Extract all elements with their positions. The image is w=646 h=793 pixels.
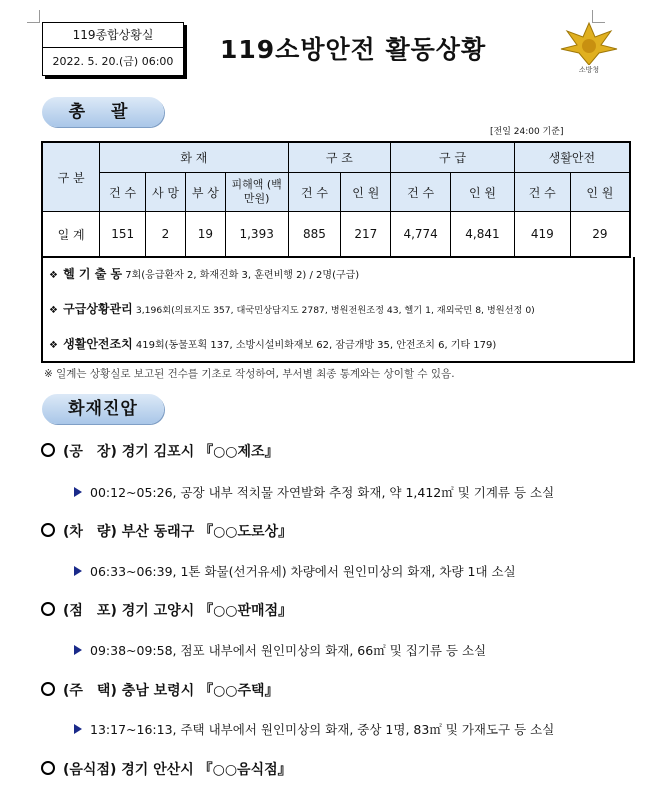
list-item: [41, 521, 292, 541]
emblem-icon: [559, 21, 619, 65]
col-rescue-cases: 건 수: [288, 173, 341, 212]
page-title: 119소방안전 활동상황: [220, 35, 487, 64]
detail-label: 헬 기 출 동: [63, 267, 123, 281]
incident-title: (점 포) 경기 고양시 『○○판매점』: [63, 603, 293, 619]
circle-bullet-icon: [41, 761, 55, 775]
group-ems: 구 급: [391, 142, 515, 173]
list-item: [41, 680, 279, 700]
detail-label: 생활안전조치: [63, 337, 133, 351]
incident-detail-row: [74, 483, 554, 501]
value-safety-cases: 419: [514, 212, 570, 258]
logo-label: 소방청: [578, 66, 600, 74]
detail-text: 419회(동물포획 137, 소방시설비화재보 62, 잠금개방 35, 안전조치 6, 기타 179): [135, 340, 497, 351]
incident-detail-row: [74, 562, 516, 580]
incident-detail: 06:33~06:39, 1톤 화물(선거유세) 차량에서 원인미상의 화재, 차량 1대 소실: [90, 564, 516, 579]
incident-title: (차 량) 부산 동래구 『○○도로상』: [63, 524, 293, 540]
row-header-cell: 구 분: [42, 142, 100, 212]
circle-bullet-icon: [41, 602, 55, 616]
diamond-bullet-icon: ❖: [49, 340, 58, 351]
incident-detail: 09:38~09:58, 점포 내부에서 원인미상의 화재, 66㎡ 및 집기류 등 소실: [90, 643, 487, 658]
agency-box: [42, 22, 184, 76]
summary-heading: 총 괄: [42, 97, 164, 127]
report-datetime: 2022. 5. 20.(금) 06:00: [52, 55, 174, 68]
incident-title: (공 장) 경기 김포시 『○○제조』: [63, 444, 279, 460]
detail-safety-actions: [49, 335, 496, 352]
circle-bullet-icon: [41, 682, 55, 696]
incident-detail: 00:12~05:26, 공장 내부 적치물 자연발화 추정 화재, 약 1,412㎡ 및 기계류 등 소실: [90, 485, 555, 500]
triangle-bullet-icon: [74, 645, 82, 655]
diamond-bullet-icon: ❖: [49, 305, 58, 316]
col-safety-people: 인 원: [570, 173, 630, 212]
summary-table: [41, 141, 631, 258]
detail-text: 7회(응급환자 2, 화재진화 3, 훈련비행 2) / 2명(구급): [125, 270, 360, 281]
incident-title: (주 택) 충남 보령시 『○○주택』: [63, 683, 279, 699]
detail-label: 구급상황관리: [63, 302, 133, 316]
col-ems-cases: 건 수: [391, 173, 451, 212]
list-item: [41, 759, 292, 779]
table-row: [42, 212, 630, 258]
incident-detail-row: [74, 641, 486, 659]
list-item: [41, 441, 279, 461]
col-fire-injuries: 부 상: [185, 173, 225, 212]
value-safety-people: 29: [570, 212, 630, 258]
value-rescue-people: 217: [341, 212, 391, 258]
value-fire-cases: 151: [100, 212, 146, 258]
value-rescue-cases: 885: [288, 212, 341, 258]
detail-text: 3,196회(의료지도 357, 대국민상담지도 2787, 병원전원조정 43, 헬기 1, 재외국민 8, 병원선정 0): [135, 305, 535, 316]
group-rescue: 구 조: [288, 142, 391, 173]
incident-detail-row: [74, 720, 554, 738]
value-ems-cases: 4,774: [391, 212, 451, 258]
page-corner-mark: [27, 10, 40, 23]
triangle-bullet-icon: [74, 487, 82, 497]
circle-bullet-icon: [41, 443, 55, 457]
base-time: [전일 24:00 기준]: [490, 127, 564, 137]
triangle-bullet-icon: [74, 566, 82, 576]
incident-detail: 13:17~16:13, 주택 내부에서 원인미상의 화재, 중상 1명, 83㎡ 및 가재도구 등 소실: [90, 722, 555, 737]
row-label: 일 계: [42, 212, 100, 258]
col-fire-deaths: 사 망: [146, 173, 186, 212]
list-item: [41, 600, 292, 620]
incident-title: (음식점) 경기 안산시 『○○음식점』: [63, 762, 292, 778]
value-ems-people: 4,841: [451, 212, 515, 258]
fire-agency-logo: [559, 21, 619, 79]
circle-bullet-icon: [41, 523, 55, 537]
value-fire-injuries: 19: [185, 212, 225, 258]
col-rescue-people: 인 원: [341, 173, 391, 212]
detail-helicopter: [49, 265, 359, 282]
details-box: [41, 257, 635, 363]
col-ems-people: 인 원: [451, 173, 515, 212]
group-fire: 화 재: [100, 142, 288, 173]
col-fire-cases: 건 수: [100, 173, 146, 212]
footnote: ※ 일계는 상황실로 보고된 건수를 기초로 작성하여, 부서별 최종 통계와는 상이할 수 있음.: [44, 368, 455, 380]
triangle-bullet-icon: [74, 724, 82, 734]
fire-section-heading: 화재진압: [42, 394, 164, 424]
value-fire-deaths: 2: [146, 212, 186, 258]
group-safety: 생활안전: [514, 142, 630, 173]
col-safety-cases: 건 수: [514, 173, 570, 212]
col-fire-damage: 피해액 (백만원): [225, 173, 288, 212]
detail-ems-management: [49, 300, 535, 317]
agency-name: 119종합상황실: [43, 23, 183, 48]
diamond-bullet-icon: ❖: [49, 270, 58, 281]
value-fire-damage: 1,393: [225, 212, 288, 258]
